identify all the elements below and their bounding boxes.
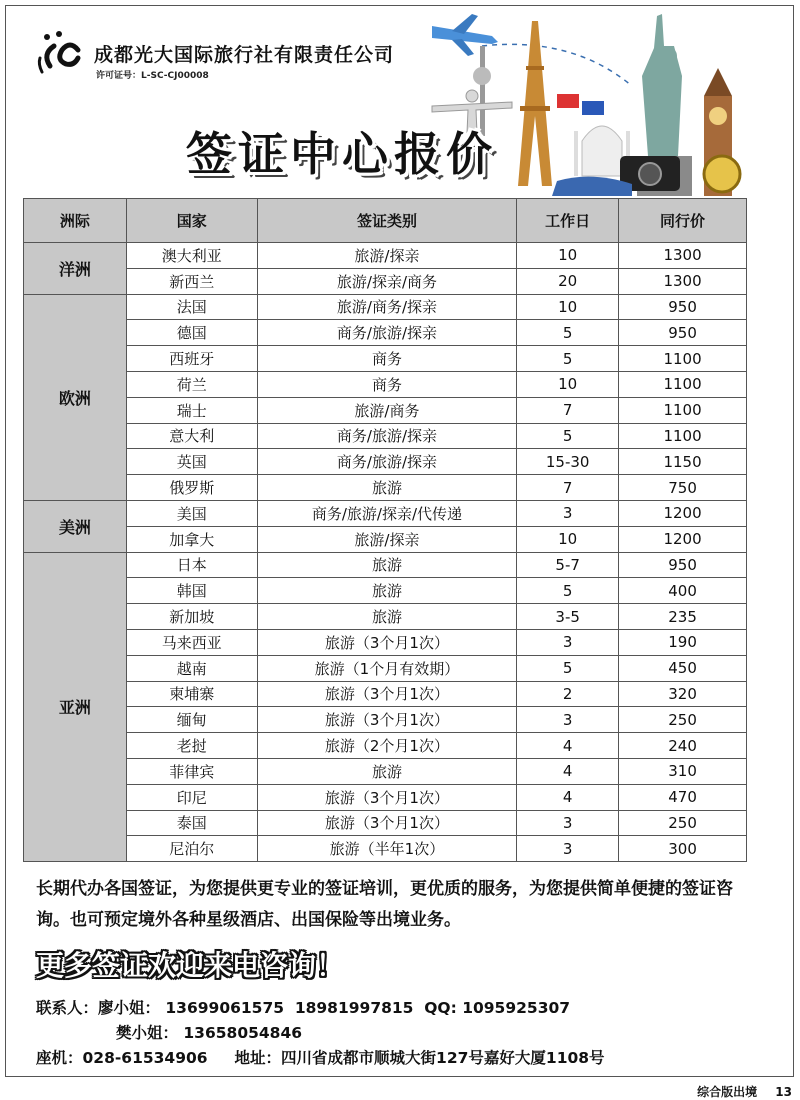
- price-cell: 1200: [619, 500, 747, 526]
- table-row: [24, 655, 747, 681]
- license-number: 许可证号：L-SC-CJ00008: [96, 71, 209, 81]
- country-cell: 新加坡: [126, 604, 257, 630]
- company-logo-icon: [34, 28, 84, 78]
- workdays-cell: 4: [517, 758, 619, 784]
- price-cell: 450: [619, 655, 747, 681]
- price-cell: 950: [619, 552, 747, 578]
- visa-type-cell: 旅游/商务/探亲: [257, 294, 517, 320]
- price-cell: 1100: [619, 346, 747, 372]
- country-cell: 缅甸: [126, 707, 257, 733]
- continent-cell: 亚洲: [24, 552, 127, 862]
- price-cell: 250: [619, 810, 747, 836]
- country-cell: 韩国: [126, 578, 257, 604]
- price-cell: 310: [619, 758, 747, 784]
- workdays-cell: 7: [517, 397, 619, 423]
- country-cell: 越南: [126, 655, 257, 681]
- price-cell: 1300: [619, 243, 747, 269]
- visa-type-cell: 旅游: [257, 604, 517, 630]
- footer-page-number: 13: [775, 1085, 792, 1099]
- visa-type-cell: 旅游（3个月1次）: [257, 810, 517, 836]
- price-cell: 950: [619, 294, 747, 320]
- airplane-icon: [432, 14, 498, 56]
- workdays-cell: 15-30: [517, 449, 619, 475]
- price-cell: 1300: [619, 268, 747, 294]
- eiffel-tower-icon: [518, 21, 552, 186]
- country-cell: 澳大利亚: [126, 243, 257, 269]
- table-row: [24, 423, 747, 449]
- visa-type-cell: 商务: [257, 371, 517, 397]
- workdays-cell: 5: [517, 320, 619, 346]
- workdays-cell: 5: [517, 655, 619, 681]
- workdays-cell: 4: [517, 784, 619, 810]
- visa-type-cell: 商务/旅游/探亲/代传递: [257, 500, 517, 526]
- country-cell: 法国: [126, 294, 257, 320]
- price-cell: 1100: [619, 397, 747, 423]
- table-row: [24, 294, 747, 320]
- table-row: [24, 707, 747, 733]
- visa-type-cell: 商务/旅游/探亲: [257, 449, 517, 475]
- country-cell: 尼泊尔: [126, 836, 257, 862]
- service-notice: 长期代办各国签证，为您提供更专业的签证培训，更优质的服务，为您提供简单便捷的签证咨询。也可预定境外各种星级酒店、出国保险等出境业务。: [36, 879, 733, 930]
- table-row: [24, 475, 747, 501]
- visa-type-cell: 商务/旅游/探亲: [257, 320, 517, 346]
- country-cell: 英国: [126, 449, 257, 475]
- workdays-cell: 5-7: [517, 552, 619, 578]
- workdays-cell: 10: [517, 294, 619, 320]
- country-cell: 加拿大: [126, 526, 257, 552]
- price-cell: 1200: [619, 526, 747, 552]
- table-row: [24, 681, 747, 707]
- visa-type-cell: 旅游: [257, 758, 517, 784]
- continent-cell: 美洲: [24, 500, 127, 552]
- price-cell: 250: [619, 707, 747, 733]
- price-cell: 1150: [619, 449, 747, 475]
- header-country: 国家: [126, 199, 257, 243]
- workdays-cell: 3: [517, 707, 619, 733]
- table-row: [24, 397, 747, 423]
- page-footer: [683, 1083, 792, 1100]
- country-cell: 意大利: [126, 423, 257, 449]
- table-row: [24, 733, 747, 759]
- header-continent: 洲际: [24, 199, 127, 243]
- continent-cell: 洋洲: [24, 243, 127, 295]
- visa-type-cell: 商务/旅游/探亲: [257, 423, 517, 449]
- price-cell: 470: [619, 784, 747, 810]
- table-row: [24, 552, 747, 578]
- country-cell: 德国: [126, 320, 257, 346]
- workdays-cell: 10: [517, 243, 619, 269]
- company-name: 成都光大国际旅行社有限责任公司: [94, 44, 395, 66]
- visa-type-cell: 旅游（半年1次）: [257, 836, 517, 862]
- workdays-cell: 7: [517, 475, 619, 501]
- header-visa-type: 签证类别: [257, 199, 517, 243]
- price-cell: 240: [619, 733, 747, 759]
- country-cell: 日本: [126, 552, 257, 578]
- visa-type-cell: 旅游/探亲: [257, 243, 517, 269]
- country-cell: 新西兰: [126, 268, 257, 294]
- table-row: [24, 346, 747, 372]
- header: [6, 6, 792, 196]
- table-row: [24, 629, 747, 655]
- workdays-cell: 3: [517, 810, 619, 836]
- country-cell: 菲律宾: [126, 758, 257, 784]
- header-price: 同行价: [619, 199, 747, 243]
- visa-type-cell: 旅游（3个月1次）: [257, 629, 517, 655]
- country-cell: 柬埔寨: [126, 681, 257, 707]
- flags-icon: [557, 94, 604, 115]
- price-cell: 235: [619, 604, 747, 630]
- table-row: [24, 604, 747, 630]
- table-row: [24, 578, 747, 604]
- workdays-cell: 10: [517, 371, 619, 397]
- table-row: [24, 268, 747, 294]
- workdays-cell: 5: [517, 423, 619, 449]
- footer-section: 综合版出境: [697, 1085, 758, 1099]
- visa-type-cell: 旅游（3个月1次）: [257, 707, 517, 733]
- workdays-cell: 3: [517, 629, 619, 655]
- visa-type-cell: 旅游（3个月1次）: [257, 681, 517, 707]
- page-frame: [5, 5, 794, 1077]
- workdays-cell: 5: [517, 346, 619, 372]
- visa-type-cell: 旅游（1个月有效期）: [257, 655, 517, 681]
- compass-icon: [704, 156, 740, 192]
- workdays-cell: 3: [517, 500, 619, 526]
- price-cell: 1100: [619, 423, 747, 449]
- price-cell: 400: [619, 578, 747, 604]
- country-cell: 西班牙: [126, 346, 257, 372]
- price-cell: 750: [619, 475, 747, 501]
- workdays-cell: 5: [517, 578, 619, 604]
- visa-type-cell: 商务: [257, 346, 517, 372]
- contact-line-1: 联系人：廖小姐： 13699061575 18981997815 QQ: 1095925307: [36, 999, 571, 1017]
- workdays-cell: 3-5: [517, 604, 619, 630]
- visa-type-cell: 旅游/探亲: [257, 526, 517, 552]
- country-cell: 美国: [126, 500, 257, 526]
- workdays-cell: 20: [517, 268, 619, 294]
- continent-cell: 欧洲: [24, 294, 127, 500]
- visa-type-cell: 旅游（3个月1次）: [257, 784, 517, 810]
- contact-line-3: 座机：028-61534906 地址：四川省成都市顺城大街127号嘉好大厦1108号: [36, 1049, 605, 1067]
- price-cell: 190: [619, 629, 747, 655]
- country-cell: 泰国: [126, 810, 257, 836]
- workdays-cell: 3: [517, 836, 619, 862]
- country-cell: 荷兰: [126, 371, 257, 397]
- table-row: [24, 836, 747, 862]
- visa-price-table: [23, 198, 747, 862]
- country-cell: 瑞士: [126, 397, 257, 423]
- table-row: [24, 758, 747, 784]
- table-row: [24, 449, 747, 475]
- workdays-cell: 10: [517, 526, 619, 552]
- visa-type-cell: 旅游/探亲/商务: [257, 268, 517, 294]
- visa-type-cell: 旅游: [257, 475, 517, 501]
- call-to-action-slogan: 更多签证欢迎来电咨询！: [36, 949, 345, 982]
- price-cell: 300: [619, 836, 747, 862]
- visa-type-cell: 旅游: [257, 552, 517, 578]
- visa-type-cell: 旅游: [257, 578, 517, 604]
- table-row: [24, 810, 747, 836]
- table-row: [24, 371, 747, 397]
- country-cell: 俄罗斯: [126, 475, 257, 501]
- visa-type-cell: 旅游（2个月1次）: [257, 733, 517, 759]
- page-title: 签证中心报价: [186, 127, 498, 181]
- country-cell: 马来西亚: [126, 629, 257, 655]
- country-cell: 老挝: [126, 733, 257, 759]
- workdays-cell: 4: [517, 733, 619, 759]
- table-header-row: [24, 199, 747, 243]
- price-cell: 950: [619, 320, 747, 346]
- contact-line-2: 樊小姐： 13658054846: [116, 1024, 303, 1042]
- table-row: [24, 784, 747, 810]
- country-cell: 印尼: [126, 784, 257, 810]
- table-row: [24, 320, 747, 346]
- visa-type-cell: 旅游/商务: [257, 397, 517, 423]
- header-workdays: 工作日: [517, 199, 619, 243]
- price-cell: 1100: [619, 371, 747, 397]
- table-row: [24, 500, 747, 526]
- table-row: [24, 526, 747, 552]
- price-cell: 320: [619, 681, 747, 707]
- table-row: [24, 243, 747, 269]
- workdays-cell: 2: [517, 681, 619, 707]
